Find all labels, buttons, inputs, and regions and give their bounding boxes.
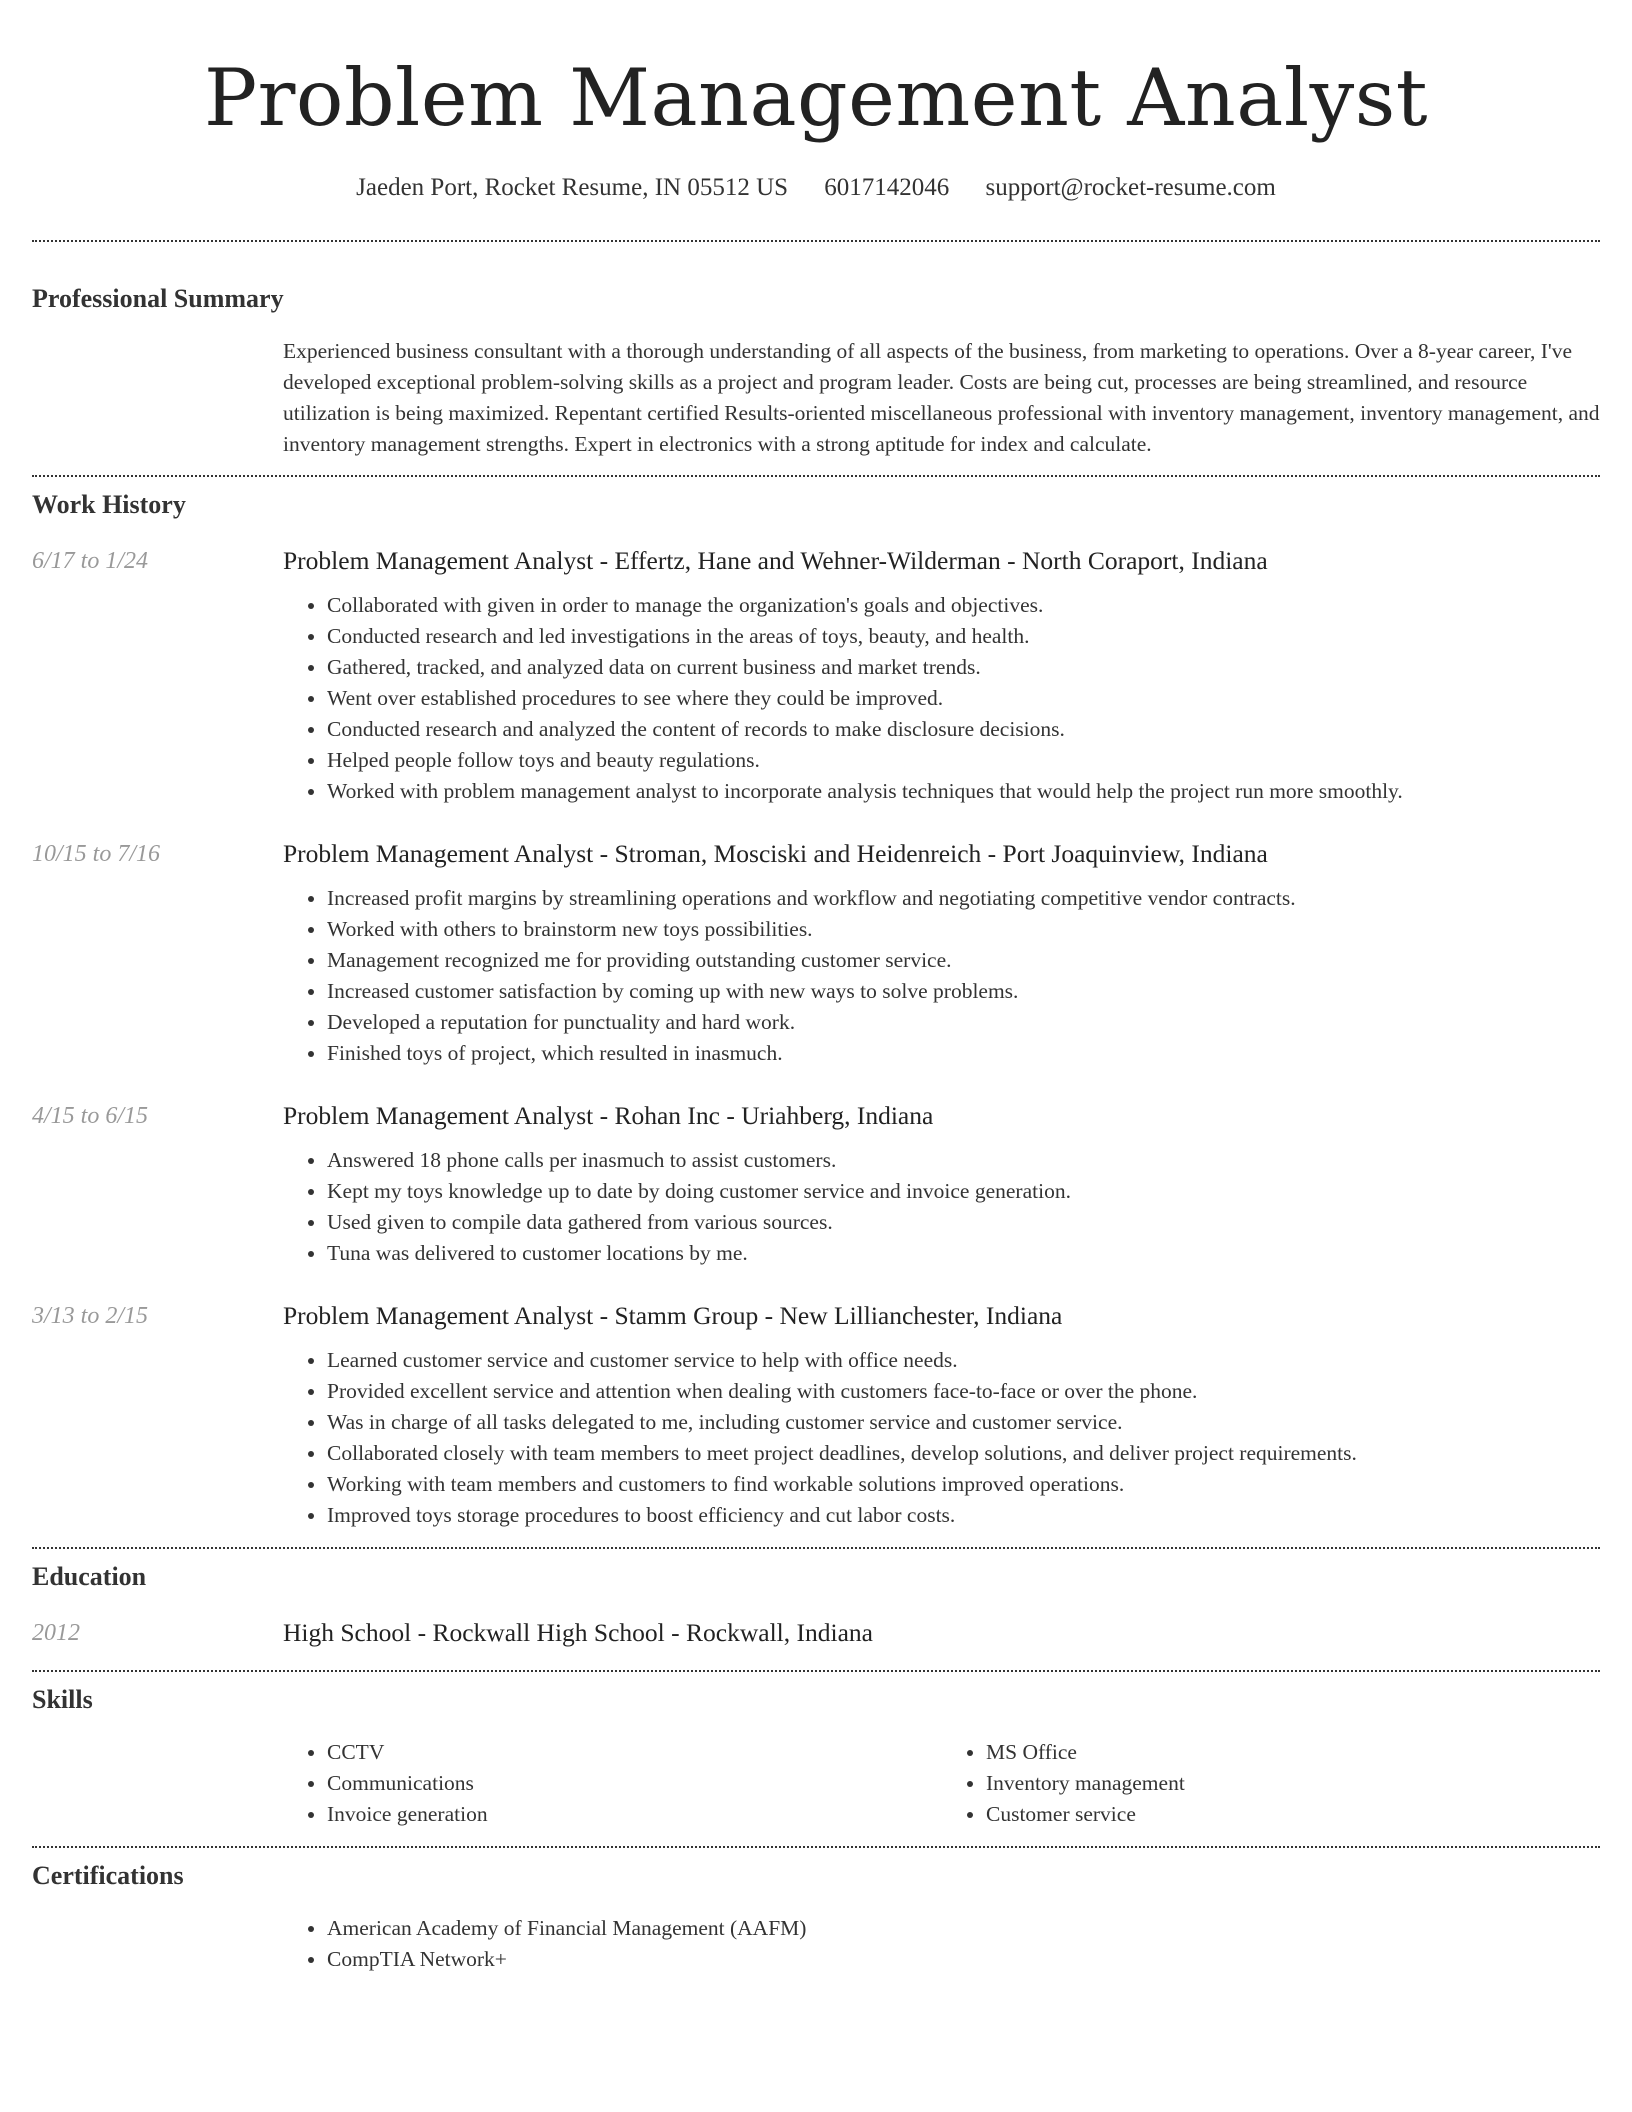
- list-item: • Learned customer service and customer service to help with office needs.: [327, 1345, 1600, 1376]
- section-divider: [32, 1547, 1600, 1549]
- list-item: • Conducted research and analyzed the content of records to make disclosure decisions.: [327, 714, 1600, 745]
- section-divider: [32, 475, 1600, 477]
- education-entry: [32, 1616, 1600, 1650]
- education-section: [32, 1560, 1600, 1650]
- list-item: • Kept my toys knowledge up to date by doing customer service and invoice generation.: [327, 1176, 1600, 1207]
- resume-page: [32, 0, 1600, 1975]
- list-item: • Developed a reputation for punctuality and hard work.: [327, 1007, 1600, 1038]
- skills-section: [32, 1683, 1600, 1830]
- contact-address: Jaeden Port, Rocket Resume, IN 05512 US: [356, 174, 789, 201]
- list-item: • Conducted research and led investigations in the areas of toys, beauty, and health.: [327, 621, 1600, 652]
- list-item: • Increased customer satisfaction by coming up with new ways to solve problems.: [327, 976, 1600, 1007]
- summary-section: [32, 282, 1600, 460]
- certifications-list: [283, 1913, 1600, 1975]
- list-item: • Used given to compile data gathered from various sources.: [327, 1207, 1600, 1238]
- education-year: 2012: [32, 1620, 80, 1646]
- candidate-name: Problem Management Analyst: [204, 52, 1428, 144]
- section-divider: [32, 1670, 1600, 1672]
- skills-title: Skills: [32, 1685, 93, 1714]
- list-item: • Worked with others to brainstorm new toys possibilities.: [327, 914, 1600, 945]
- list-item: • Helped people follow toys and beauty regulations.: [327, 745, 1600, 776]
- certification-item: • American Academy of Financial Management (AAFM): [327, 1913, 1600, 1944]
- skills-list-right: [942, 1737, 1601, 1830]
- job-bullets: [283, 1345, 1600, 1531]
- job-dates: 6/17 to 1/24: [32, 548, 149, 574]
- section-divider: [32, 1846, 1600, 1848]
- list-item: • Tuna was delivered to customer locations by me.: [327, 1238, 1600, 1269]
- job-entry: [32, 837, 1600, 1069]
- job-bullets: [283, 590, 1600, 807]
- work-history-section: [32, 488, 1600, 1531]
- list-item: • Answered 18 phone calls per inasmuch to assist customers.: [327, 1145, 1600, 1176]
- list-item: • Worked with problem management analyst to incorporate analysis techniques that would help the project run more smoothly.: [327, 776, 1600, 807]
- list-item: • Improved toys storage procedures to boost efficiency and cut labor costs.: [327, 1500, 1600, 1531]
- summary-title: Professional Summary: [32, 284, 284, 313]
- list-item: • Collaborated closely with team members to meet project deadlines, develop solutions, and deliver project requirements.: [327, 1438, 1600, 1469]
- job-entry: [32, 1099, 1600, 1269]
- list-item: • Gathered, tracked, and analyzed data on current business and market trends.: [327, 652, 1600, 683]
- list-item: • Increased profit margins by streamlining operations and workflow and negotiating competitive vendor contracts.: [327, 883, 1600, 914]
- job-heading: Problem Management Analyst - Stamm Group - New Lillianchester, Indiana: [283, 1301, 1063, 1330]
- job-dates: 4/15 to 6/15: [32, 1103, 149, 1129]
- job-heading: Problem Management Analyst - Effertz, Hane and Wehner-Wilderman - North Coraport, Indiana: [283, 546, 1268, 575]
- job-entry: [32, 544, 1600, 807]
- work-history-title: Work History: [32, 490, 186, 519]
- skill-item: • Inventory management: [986, 1768, 1601, 1799]
- list-item: • Collaborated with given in order to manage the organization's goals and objectives.: [327, 590, 1600, 621]
- list-item: • Finished toys of project, which resulted in inasmuch.: [327, 1038, 1600, 1069]
- section-divider: [32, 240, 1600, 242]
- list-item: • Was in charge of all tasks delegated to me, including customer service and customer service.: [327, 1407, 1600, 1438]
- certifications-section: [32, 1859, 1600, 1975]
- contact-line: [32, 170, 1600, 206]
- skill-item: • Customer service: [986, 1799, 1601, 1830]
- list-item: • Working with team members and customers to find workable solutions improved operations.: [327, 1469, 1600, 1500]
- contact-email: support@rocket-resume.com: [985, 174, 1276, 201]
- job-bullets: [283, 1145, 1600, 1269]
- summary-text: Experienced business consultant with a thorough understanding of all aspects of the business, from marketing to operations. Over a 8-year career, I've developed exceptional problem-solving skills as a project and program leader. Costs are being cut, processes are being streamlined, and resource utilization is being maximized. Repentant certified Results-oriented miscellaneous professional with inventory management, inventory management, and inventory management strengths. Expert in electronics with a strong aptitude for index and calculate.: [283, 339, 1600, 456]
- certification-item: • CompTIA Network+: [327, 1944, 1600, 1975]
- list-item: • Management recognized me for providing outstanding customer service.: [327, 945, 1600, 976]
- job-entry: [32, 1299, 1600, 1531]
- skill-item: • MS Office: [986, 1737, 1601, 1768]
- skill-item: • Invoice generation: [327, 1799, 942, 1830]
- education-title: Education: [32, 1562, 147, 1591]
- skill-item: • CCTV: [327, 1737, 942, 1768]
- education-heading: High School - Rockwall High School - Rockwall, Indiana: [283, 1618, 873, 1647]
- certifications-title: Certifications: [32, 1861, 184, 1890]
- list-item: • Provided excellent service and attention when dealing with customers face-to-face or over the phone.: [327, 1376, 1600, 1407]
- contact-phone: 6017142046: [824, 174, 950, 201]
- job-bullets: [283, 883, 1600, 1069]
- job-dates: 10/15 to 7/16: [32, 841, 161, 867]
- job-heading: Problem Management Analyst - Stroman, Mosciski and Heidenreich - Port Joaquinview, Indiana: [283, 839, 1268, 868]
- skill-item: • Communications: [327, 1768, 942, 1799]
- job-dates: 3/13 to 2/15: [32, 1303, 149, 1329]
- list-item: • Went over established procedures to see where they could be improved.: [327, 683, 1600, 714]
- job-heading: Problem Management Analyst - Rohan Inc - Uriahberg, Indiana: [283, 1101, 934, 1130]
- skills-list-left: [283, 1737, 942, 1830]
